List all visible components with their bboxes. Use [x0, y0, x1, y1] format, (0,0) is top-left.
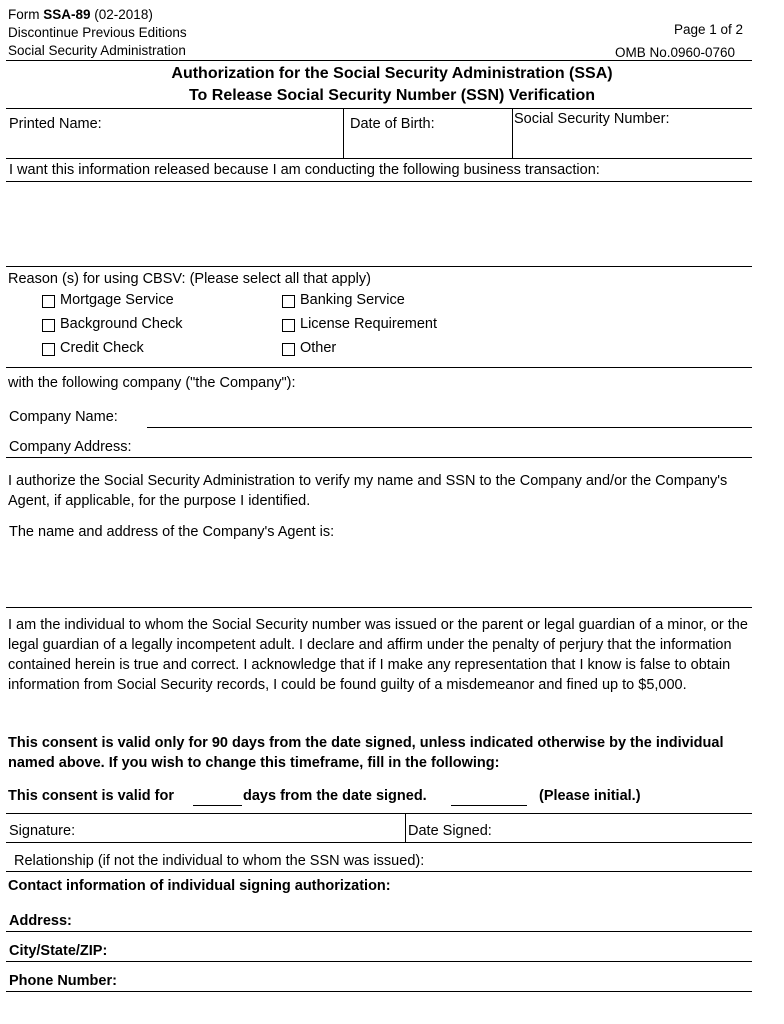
other-label: Other: [300, 340, 337, 356]
consent-days-from: days from the date signed.: [243, 788, 427, 804]
discontinue-notice: Discontinue Previous Editions: [8, 25, 187, 40]
license-requirement-label: License Requirement: [300, 316, 438, 332]
ssn-label: Social Security Number:: [514, 111, 670, 127]
credit-check-label: Credit Check: [60, 340, 144, 356]
consent-notice: This consent is valid only for 90 days from the date signed, unless indicated otherwise by the individual named above. If you wish to change this timeframe, fill in the following:: [8, 735, 724, 771]
background-check-checkbox[interactable]: [42, 319, 55, 332]
divider: [405, 813, 406, 842]
divider: [6, 158, 752, 159]
address-label: Address:: [9, 913, 72, 929]
date-signed-label: Date Signed:: [408, 823, 492, 839]
divider: [6, 607, 752, 608]
please-initial: (Please initial.): [539, 788, 641, 804]
authorization-text: I authorize the Social Security Administration to verify my name and SSN to the Company and/or the Company's Agent, if applicable, for the purpose I identified.: [8, 473, 728, 509]
license-requirement-checkbox[interactable]: [282, 319, 295, 332]
consent-valid-for: This consent is valid for: [8, 788, 174, 804]
printed-name-label: Printed Name:: [9, 116, 102, 132]
divider: [6, 108, 752, 109]
contact-heading: Contact information of individual signing authorization:: [8, 878, 391, 894]
page-number: Page 1 of 2: [674, 22, 744, 37]
declaration-text: I am the individual to whom the Social Security number was issued or the parent or legal guardian of a minor, or the legal guardian of a legally incompetent adult. I declare and affirm under the penalty of perjury that the information contained herein is true and correct. I acknowledge that if I make any representation that I know is false to obtain information from Social Security records, I could be found guilty of a misdemeanor and fined up to $5,000.: [8, 617, 748, 693]
divider: [6, 181, 752, 182]
background-check-label: Background Check: [60, 316, 183, 332]
relationship-label: Relationship (if not the individual to whom the SSN was issued):: [14, 853, 425, 869]
company-address-label: Company Address:: [9, 439, 132, 455]
divider: [6, 367, 752, 368]
phone-number-label: Phone Number:: [9, 973, 117, 989]
mortgage-service-checkbox[interactable]: [42, 295, 55, 308]
signature-label: Signature:: [9, 823, 76, 839]
banking-service-label: Banking Service: [300, 292, 405, 308]
agent-label: The name and address of the Company's Agent is:: [9, 524, 335, 540]
divider: [6, 813, 752, 814]
other-checkbox[interactable]: [282, 343, 295, 356]
company-address-field[interactable]: [6, 457, 752, 458]
business-transaction-label: I want this information released because I am conducting the following business transaction:: [9, 162, 600, 178]
company-intro: with the following company ("the Company"):: [8, 375, 296, 391]
days-field[interactable]: [193, 805, 242, 806]
company-name-label: Company Name:: [9, 409, 118, 425]
divider: [512, 108, 513, 158]
company-name-field[interactable]: [147, 427, 752, 428]
divider: [6, 60, 752, 61]
form-number: Form SSA-89 (02-2018): [8, 7, 153, 22]
phone-number-field[interactable]: [6, 991, 752, 992]
address-field[interactable]: [6, 931, 752, 932]
credit-check-checkbox[interactable]: [42, 343, 55, 356]
omb-number: OMB No.0960-0760: [615, 45, 736, 60]
banking-service-checkbox[interactable]: [282, 295, 295, 308]
city-state-zip-label: City/State/ZIP:: [9, 943, 108, 959]
reasons-heading: Reason (s) for using CBSV: (Please select all that apply): [8, 271, 371, 287]
city-state-zip-field[interactable]: [6, 961, 752, 962]
divider: [6, 842, 752, 843]
form-title-line2: To Release Social Security Number (SSN) Verification: [188, 87, 596, 104]
mortgage-service-label: Mortgage Service: [60, 292, 174, 308]
divider: [343, 108, 344, 158]
agency-name: Social Security Administration: [8, 43, 186, 58]
date-of-birth-label: Date of Birth:: [350, 116, 435, 132]
divider: [6, 266, 752, 267]
form-title-line1: Authorization for the Social Security Administration (SSA): [171, 65, 613, 82]
initial-field[interactable]: [451, 805, 527, 806]
divider: [6, 871, 752, 872]
